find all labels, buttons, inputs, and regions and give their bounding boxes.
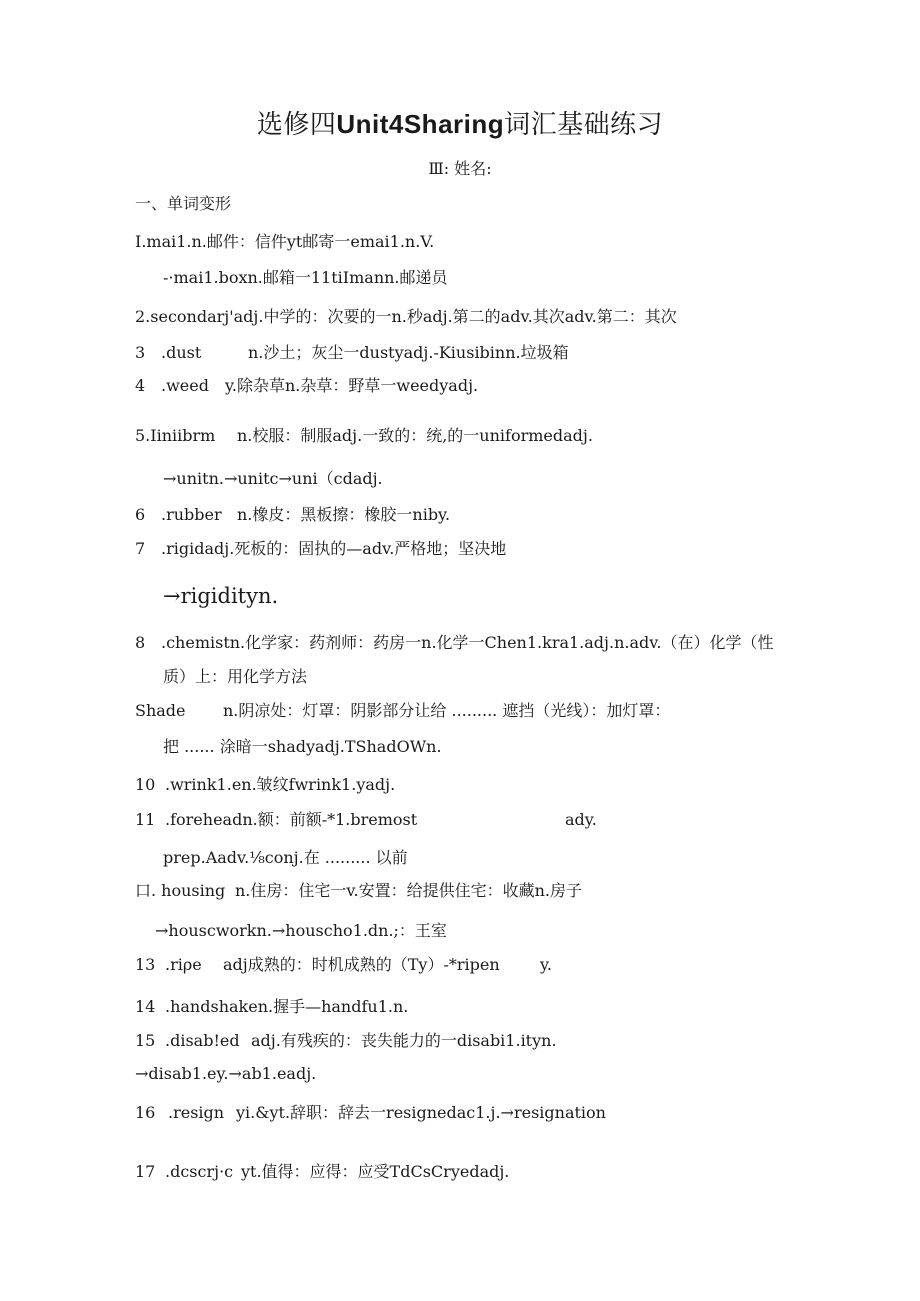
item-number: 3	[135, 343, 146, 362]
item-word: .dust	[161, 343, 202, 362]
class-name-line: Ⅲ: 姓名:	[428, 159, 492, 178]
item-word: .resign	[168, 1103, 225, 1122]
vocab-line-18	[135, 881, 582, 901]
item-definition: n.沙土；灰尘一dustyadj.-Kiusibinn.垃圾箱	[248, 343, 569, 362]
item-word: .rubber	[161, 505, 222, 524]
item-word: .disab!ed	[165, 1031, 240, 1050]
vocab-line-16	[135, 810, 417, 830]
item-number: 8	[135, 633, 146, 652]
item-definition: n.阴凉处：灯罩：阴影部分让给 ......... 遮挡（光线）：加灯罩：	[223, 701, 671, 720]
vocab-line-11	[135, 633, 774, 653]
item-number: 15	[135, 1031, 156, 1050]
item-definition: n.校服：制服adj.一致的：统,的一uniformedadj.	[237, 426, 593, 445]
item-definition: n.橡皮：黑板擦：橡胶一niby.	[237, 505, 451, 524]
item-definition: .foreheadn.额：前额-*1.bremost	[165, 810, 418, 829]
item-number: 7	[135, 539, 146, 558]
vocab-line-19: →houscworkn.→houscho1.dn.;：王室	[155, 921, 447, 940]
item-number: 11	[135, 810, 156, 829]
item-definition: .rigidadj.死板的：固执的—adv.严格地；坚决地	[161, 539, 507, 558]
item-word: .dcscrj·c	[165, 1162, 234, 1181]
item-definition: yi.&yt.辞职：辞去一resignedac1.j.→resignation	[236, 1103, 606, 1122]
vocab-line-2: -·mai1.boxn.邮箱一11tiImann.邮递员	[163, 268, 448, 287]
vocab-line-21	[135, 997, 408, 1017]
vocab-line-4	[135, 343, 569, 363]
section-heading: 一、单词变形	[135, 194, 232, 213]
item-word: Shade	[135, 701, 186, 720]
item-number: 13	[135, 955, 156, 974]
vocab-line-23: →disab1.ey.→ab1.eadj.	[135, 1064, 317, 1083]
item-definition: adj.有残疾的：丧失能力的一disabi1.ityn.	[251, 1031, 557, 1050]
vocab-line-16-tail: ady.	[565, 810, 597, 829]
vocab-line-6	[135, 426, 593, 446]
item-word: 5.Iiniibrm	[135, 426, 216, 445]
item-definition: adj成熟的：时机成熟的（Ty）-*ripen	[223, 955, 500, 974]
vocab-line-14: 把 ...... 涂暗一shadyadj.TShadOWn.	[163, 737, 442, 756]
vocab-line-15	[135, 775, 395, 795]
item-word: .riρe	[165, 955, 202, 974]
vocab-line-1: I.mai1.n.邮件：信件yt邮寄一emai1.n.V.	[135, 232, 435, 251]
vocab-line-20-tail: y.	[540, 955, 552, 974]
item-definition: .chemistn.化学家：药剂师：药房一n.化学一Chen1.kra1.adj.n.adv.（在）化学（性	[161, 633, 774, 652]
vocab-line-24	[135, 1103, 606, 1123]
item-definition: n.住房：住宅一v.安置：给提供住宅：收藏n.房子	[235, 881, 583, 900]
item-number: 6	[135, 505, 146, 524]
vocab-line-20	[135, 955, 500, 975]
title-part-2: Unit4Sharing	[336, 109, 505, 139]
vocab-line-17: prep.Aadv.⅛conj.在 ......... 以前	[163, 848, 408, 867]
item-definition: .wrink1.en.皱纹fwrink1.yadj.	[165, 775, 396, 794]
item-number: 4	[135, 376, 146, 395]
item-definition: yt.值得：应得：应受TdCsCryedadj.	[241, 1162, 510, 1181]
page-title	[0, 104, 920, 141]
vocab-line-22	[135, 1031, 557, 1051]
vocab-line-12: 质）上：用化学方法	[163, 667, 308, 686]
item-number: 10	[135, 775, 156, 794]
vocab-line-5	[135, 376, 478, 396]
vocab-line-7: →unitn.→unitc→uni（cdadj.	[163, 469, 383, 488]
item-definition: y.除杂草n.杂草：野草一weedyadj.	[225, 376, 479, 395]
item-number: 16	[135, 1103, 156, 1122]
item-word: 口. housing	[135, 881, 226, 900]
vocab-line-9	[135, 539, 506, 559]
item-definition: .handshaken.握手—handfu1.n.	[165, 997, 409, 1016]
item-number: 17	[135, 1162, 156, 1181]
vocab-line-13	[135, 701, 670, 721]
vocab-line-10: →rigidityn.	[163, 584, 279, 608]
vocab-line-8	[135, 505, 450, 525]
title-part-1: 选修四	[256, 110, 337, 140]
vocab-line-25	[135, 1162, 509, 1182]
vocab-line-3: 2.secondarj'adj.中学的：次要的一n.秒adj.第二的adv.其次adv.第二：其次	[135, 307, 677, 326]
title-part-3: 词汇基础练习	[504, 110, 664, 140]
item-word: .weed	[161, 376, 209, 395]
item-number: 14	[135, 997, 156, 1016]
